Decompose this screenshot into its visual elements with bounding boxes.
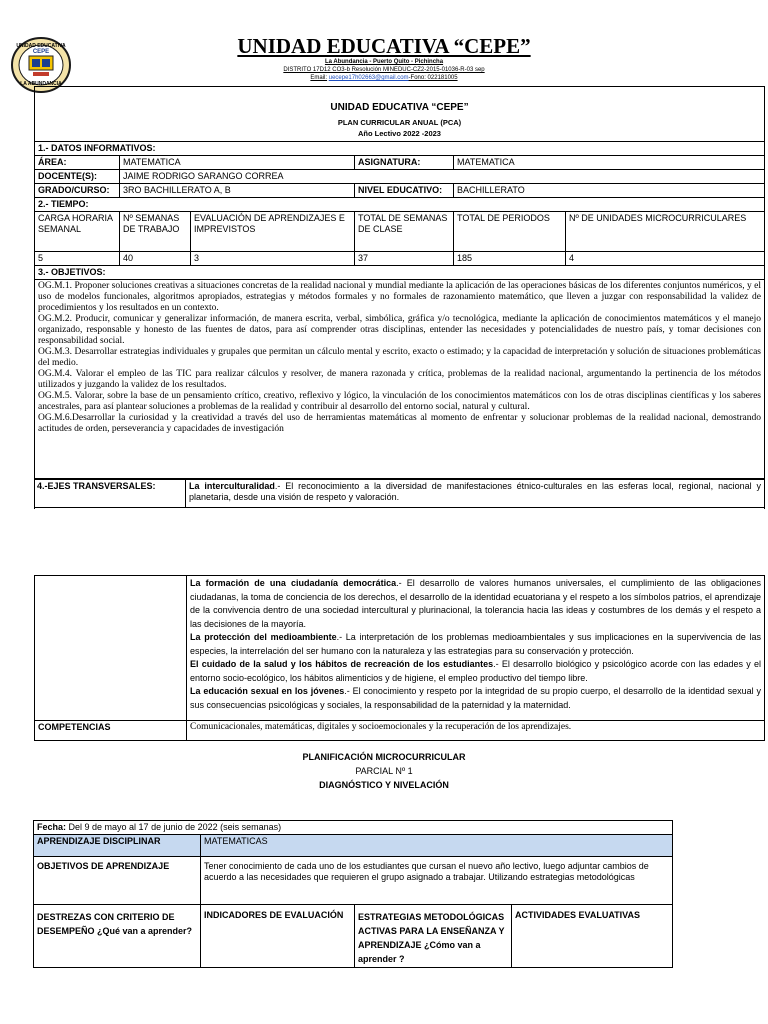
area-value: MATEMATICA <box>120 156 355 170</box>
plan-school: UNIDAD EDUCATIVA “CEPE” <box>330 102 469 113</box>
tiempo-header: Nº SEMANAS DE TRABAJO <box>120 212 191 252</box>
eje-title: La educación sexual en los jóvenes <box>190 686 345 696</box>
eje-item <box>190 658 761 685</box>
objetivo-item: OG.M.6.Desarrollar la curiosidad y la creatividad a través del uso de herramientas matemáticas al momento de enfrentar y solucionar problemas de la realidad nacional, demostrando actitudes de orden, perseverancia y capacidades de investigación <box>38 413 761 434</box>
ejes-table-p1 <box>34 479 765 508</box>
tiempo-header: TOTAL DE PERIODOS <box>454 212 566 252</box>
phone-text: -Fono: 022181005 <box>408 75 458 81</box>
objetivo-item: OG.M.3. Desarrollar estrategias individuales y grupales que permitan un cálculo mental y escrito, exacto o estimado; y la capacidad de interpretación y solución de situaciones problemáticas del medio. <box>38 347 761 368</box>
micro-table <box>33 820 673 968</box>
tiempo-value: 185 <box>454 252 566 266</box>
ejes-table-p2 <box>34 575 765 741</box>
eje-item <box>190 631 761 658</box>
tiempo-value: 5 <box>35 252 120 266</box>
aprendizaje-value: MATEMATICAS <box>201 835 673 857</box>
eje-title: El cuidado de la salud y los hábitos de recreación de los estudiantes <box>190 659 494 669</box>
docente-label: DOCENTE(S): <box>35 170 120 184</box>
eje-item <box>190 685 761 712</box>
tiempo-header: CARGA HORARIA SEMANAL <box>35 212 120 252</box>
eje-title: La protección del medioambiente <box>190 632 337 642</box>
fecha-cell <box>34 821 673 835</box>
col-destrezas: DESTREZAS CON CRITERIO DE DESEMPEÑO ¿Qué van a aprender? <box>34 905 201 968</box>
tiempo-value: 37 <box>355 252 454 266</box>
eje-text: .- El desarrollo biológico y psicológico acorde con las edades y el entorno socio-ecológico, los hábitos alimenticios y de higiene, el empleo productivo del tiempo libre. <box>190 659 761 683</box>
nivel-label: NIVEL EDUCATIVO: <box>355 184 454 198</box>
objetivo-item: OG.M.5. Valorar, sobre la base de un pensamiento crítico, creativo, reflexivo y lógico, la vinculación de los conocimientos matemáticos con los de otras disciplinas científicas y los saberes ancestrales, para así plantear soluciones a problemas de la realidad y contribuir al desarrollo del entorno social, natural y cultural. <box>38 391 761 412</box>
objetivos-aprendizaje-label: OBJETIVOS DE APRENDIZAJE <box>34 857 201 905</box>
datos-table <box>34 141 765 479</box>
eje-text: .- El reconocimiento a la diversidad de manifestaciones étnico-culturales en las esferas local, regional, nacional y planetaria, desde una visión de respeto y valoración. <box>189 481 761 502</box>
tiempo-header: TOTAL DE SEMANAS DE CLASE <box>355 212 454 252</box>
fecha-label: Fecha: <box>37 822 67 832</box>
plan-year: Año Lectivo 2022 -2023 <box>358 129 441 138</box>
ejes-label: 4.-EJES TRANSVERSALES: <box>34 480 186 508</box>
nivel-value: BACHILLERATO <box>454 184 765 198</box>
objetivo-item: OG.M.1. Proponer soluciones creativas a situaciones concretas de la realidad nacional y mundial mediante la aplicación de las operaciones básicas de los diferentes conjuntos numéricos, y el uso de modelos funcionales, algoritmos apropiados, estrategias y métodos formales y no formales de razonamiento matemático, que lleven a juzgar con responsabilidad la validez de procedimientos y los resultados en un contexto. <box>38 281 761 313</box>
tiempo-value: 3 <box>191 252 355 266</box>
tiempo-header: EVALUACIÓN DE APRENDIZAJES E IMPREVISTOS <box>191 212 355 252</box>
section-tiempo: 2.- TIEMPO: <box>35 198 765 212</box>
ejes-label-empty <box>35 576 187 721</box>
micro-title: PLANIFICACIÓN MICROCURRICULAR <box>302 752 466 762</box>
grado-label: GRADO/CURSO: <box>35 184 120 198</box>
competencias-value: Comunicacionales, matemáticas, digitales y socioemocionales y la recuperación de los aprendizajes. <box>187 721 765 741</box>
eje-text: .- El desarrollo de valores humanos universales, el cumplimiento de las obligaciones ciudadanas, la toma de conciencia de los derechos, el desarrollo de la identidad ecuatoriana y el respeto a los símbolos patrios, el aprendizaje de la convivencia dentro de una sociedad intercultural y plurinacional, la tolerancia hacia las ideas y costumbres de los demás y el respeto a las decisiones de la mayoría. <box>190 578 761 629</box>
grado-value: 3RO BACHILLERATO A, B <box>120 184 355 198</box>
competencias-label: COMPETENCIAS <box>35 721 187 741</box>
fecha-value: Del 9 de mayo al 17 de junio de 2022 (seis semanas) <box>66 822 282 832</box>
parcial-label: PARCIAL Nº 1 <box>355 766 413 776</box>
school-title: UNIDAD EDUCATIVA “CEPE” <box>237 34 531 58</box>
asignatura-label: ASIGNATURA: <box>355 156 454 170</box>
eje-title: La interculturalidad <box>189 481 275 491</box>
docente-value: JAIME RODRIGO SARANGO CORREA <box>120 170 765 184</box>
district-line: DISTRITO 17D12 CO3-b Resolución MINEDUC-CZ2-2015-01036-R-03 sep <box>283 67 485 73</box>
ejes-cell <box>187 576 765 721</box>
col-indicadores: INDICADORES DE EVALUACIÓN <box>201 905 355 968</box>
asignatura-value: MATEMATICA <box>454 156 765 170</box>
email-label: Email: <box>310 75 328 81</box>
eje-title: La formación de una ciudadanía democrática <box>190 578 397 588</box>
tiempo-header: Nº DE UNIDADES MICROCURRICULARES <box>566 212 765 252</box>
diagnostico-label: DIAGNÓSTICO Y NIVELACIÓN <box>319 780 449 790</box>
objetivo-item: OG.M.4. Valorar el empleo de las TIC para realizar cálculos y resolver, de manera razonada y crítica, problemas de la realidad nacional, argumentando la pertinencia de los métodos utilizados y juzgando la validez de los resultados. <box>38 369 761 390</box>
location-line: La Abundancia - Puerto Quito - Pichincha <box>324 59 444 65</box>
col-estrategias: ESTRATEGIAS METODOLÓGICAS ACTIVAS PARA LA ENSEÑANZA Y APRENDIZAJE ¿Cómo van a aprender ? <box>355 905 512 968</box>
section-objetivos: 3.- OBJETIVOS: <box>35 266 765 280</box>
tiempo-value: 4 <box>566 252 765 266</box>
tiempo-value: 40 <box>120 252 191 266</box>
contact-line <box>0 75 768 81</box>
eje-text: .- La interpretación de los problemas medioambientales y sus implicaciones en la supervivencia de las especies, la interrelación del ser humano con la naturaleza y las estrategias para su conservación y protección. <box>190 632 761 656</box>
logo-text-mid: CEPE <box>32 49 50 55</box>
email-link[interactable]: uecepe17h02663@gmail.com <box>328 75 409 81</box>
section-datos: 1.- DATOS INFORMATIVOS: <box>35 142 765 156</box>
plan-name: PLAN CURRICULAR ANUAL (PCA) <box>337 118 462 127</box>
eje-interculturalidad <box>186 480 765 508</box>
objetivos-aprendizaje-value: Tener conocimiento de cada uno de los estudiantes que cursan el nuevo año lectivo, luego adjuntar cambios de acuerdo a las necesidades que requieren el grupo asignado a trabajar. Utilizando estrategias metodológicas <box>201 857 673 905</box>
logo-text-top: UNIDAD EDUCATIVA <box>16 43 66 49</box>
objetivos-cell <box>35 280 765 479</box>
logo-text-bottom: LA ABUNDANCIA <box>20 81 62 87</box>
objetivo-item: OG.M.2. Producir, comunicar y generalizar información, de manera escrita, verbal, simbólica, gráfica y/o tecnológica, mediante la aplicación de conocimientos matemáticos y el manejo organizado, responsable y honesto de las fuentes de datos, para así comprender otras disciplinas, entender las necesidades y potencialidades de nuestro país, y tomar decisiones con responsabilidad social. <box>38 314 761 346</box>
col-actividades: ACTIVIDADES EVALUATIVAS <box>512 905 673 968</box>
eje-item <box>190 577 761 631</box>
eje-text: .- El conocimiento y respeto por la integridad de su propio cuerpo, el desarrollo de la identidad sexual y sus consecuencias psicológicas y sociales, la responsabilidad de la paternidad y la maternidad. <box>190 686 761 710</box>
aprendizaje-label: APRENDIZAJE DISCIPLINAR <box>34 835 201 857</box>
area-label: ÁREA: <box>35 156 120 170</box>
